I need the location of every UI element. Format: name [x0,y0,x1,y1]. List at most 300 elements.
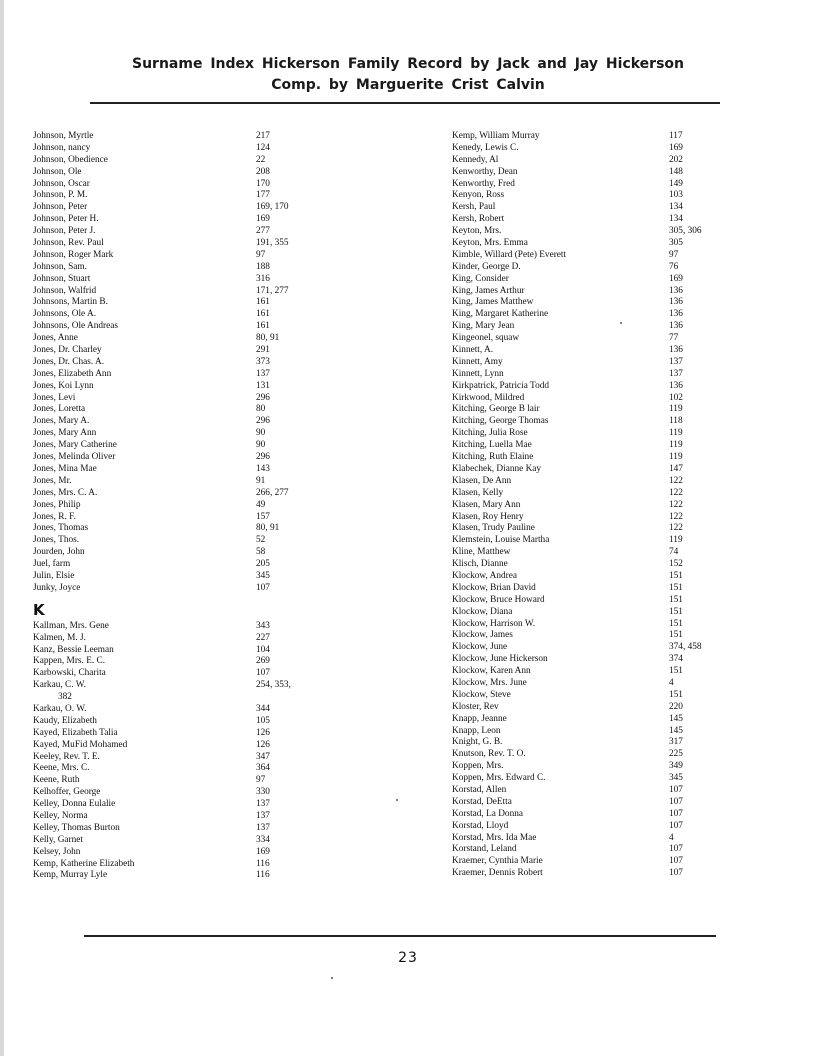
index-entry [452,155,752,167]
entry-pages: 169, 170 [256,202,289,213]
index-entry [452,583,752,595]
entry-pages: 149 [669,178,683,189]
entry-name: Kinnett, A. [452,345,494,356]
entry-pages: 137 [256,822,270,833]
entry-name: Kersh, Paul [452,202,496,213]
index-entry [452,630,752,642]
entry-name: Knutson, Rev. T. O. [452,749,526,760]
entry-pages: 305 [669,238,683,249]
entry-pages: 137 [256,368,270,379]
entry-pages: 91 [256,475,266,486]
entry-name: Johnson, Peter [33,202,88,213]
entry-pages: 145 [669,713,683,724]
entry-name: Kayed, Elizabeth Talia [33,727,118,738]
entry-name: Kemp, Murray Lyle [33,870,108,881]
entry-pages: 157 [256,511,270,522]
entry-pages: 80 [256,404,266,415]
entry-pages: 266, 277 [256,487,289,498]
entry-pages: 105 [256,715,270,726]
entry-pages: 58 [256,547,266,558]
entry-pages: 137 [669,356,683,367]
index-entry [33,547,363,559]
entry-pages: 4 [669,832,674,843]
entry-pages: 147 [669,463,683,474]
entry-name: Kenyon, Ross [452,190,505,201]
entry-name: Kelley, Norma [33,811,88,821]
entry-name: Klockow, Bruce Howard [452,594,545,605]
entry-name: Klockow, Harrison W. [452,618,536,629]
entry-pages: 80, 91 [256,333,280,344]
entry-name: Kenworthy, Fred [452,178,515,189]
entry-name: Kimble, Willard (Pete) Everett [452,249,567,260]
entry-pages: 136 [669,380,683,391]
index-entry [452,797,752,809]
index-entry [33,404,363,416]
scan-edge-shadow [0,0,4,1056]
scan-speck [396,799,398,801]
entry-name: Kayed, MuFid Mohamed [33,739,128,750]
entry-name: Karbowski, Charita [33,668,106,679]
index-entry [452,428,752,440]
entry-name: Jones, Melinda Oliver [33,452,116,463]
index-entry [33,393,363,405]
entry-name: Kelhoffer, George [33,787,101,798]
right-column-entries [452,131,752,880]
entry-pages: 208 [256,166,270,177]
entry-name: Korstand, Leland [452,844,517,855]
index-entry [452,595,752,607]
index-entry [452,785,752,797]
index-entry [33,621,363,633]
entry-name: Kitching, Ruth Elaine [452,452,534,463]
entry-name: Kraemer, Cynthia Marie [452,856,543,867]
entry-pages: 334 [256,834,270,845]
entry-pages: 119 [669,452,683,463]
index-entry [33,262,363,274]
entry-pages: 345 [256,570,270,581]
index-entry [452,214,752,226]
entry-name: Johnson, Peter J. [33,226,96,237]
section-j-entries [33,131,363,595]
entry-pages: 151 [669,666,683,677]
entry-name: Klockow, Brian David [452,582,536,593]
entry-name: Johnson, P. M. [33,190,88,201]
entry-pages: 137 [256,799,270,810]
index-column-left [33,131,363,882]
index-entry [452,749,752,761]
entry-pages: 291 [256,345,270,356]
entry-pages: 151 [669,582,683,593]
index-entry [452,666,752,678]
index-entry [452,143,752,155]
entry-name: Jones, Philip [33,499,81,510]
entry-pages: 122 [669,523,683,534]
index-entry [33,763,363,775]
entry-pages: 119 [669,440,683,451]
index-entry [452,381,752,393]
entry-pages: 151 [669,594,683,605]
entry-name: Jones, Dr. Chas. A. [33,356,105,367]
entry-pages: 102 [669,392,683,403]
entry-name: Kennedy, Al [452,154,499,165]
entry-pages: 77 [669,333,679,344]
index-entry [452,833,752,845]
index-entry [452,202,752,214]
entry-pages: 97 [256,775,266,786]
entry-name: Klockow, Mrs. June [452,677,527,688]
entry-name: King, James Arthur [452,285,525,296]
index-entry [33,512,363,524]
entry-pages: 124 [256,142,270,153]
index-entry [33,571,363,583]
entry-pages: 374 [669,654,683,665]
index-entry [452,607,752,619]
section-letter: K [33,600,45,619]
entry-pages: 126 [256,727,270,738]
entry-name: King, Mary Jean [452,321,515,332]
entry-pages: 220 [669,701,683,712]
index-entry [452,535,752,547]
entry-pages: 22 [256,154,266,165]
entry-pages: 254, 353, [256,680,291,691]
entry-name: Klockow, June [452,642,508,653]
entry-pages: 136 [669,321,683,332]
entry-pages: 136 [669,345,683,356]
index-entry [452,500,752,512]
entry-name: Kemp, William Murray [452,131,540,141]
entry-name: Jones, Koi Lynn [33,380,94,391]
index-entry [452,274,752,286]
index-entry [452,333,752,345]
entry-name: Kraemer, Dennis Robert [452,868,543,879]
entry-name: Keene, Ruth [33,775,80,786]
entry-name: Knight, G. B. [452,737,503,748]
index-entry [452,714,752,726]
entry-name: Kinnett, Lynn [452,368,504,379]
entry-name: Johnson, Roger Mark [33,249,114,260]
entry-name: King, James Matthew [452,297,534,308]
index-entry [33,859,363,871]
index-entry [452,131,752,143]
entry-pages: 116 [256,870,270,881]
entry-pages: 126 [256,739,270,750]
entry-name: Klockow, James [452,630,513,641]
index-entry [33,381,363,393]
index-entry [33,668,363,680]
index-entry [33,559,363,571]
index-entry [33,214,363,226]
entry-pages: 136 [669,285,683,296]
index-entry [33,870,363,882]
entry-pages: 107 [256,582,270,593]
entry-pages: 148 [669,166,683,177]
entry-pages: 152 [669,559,683,570]
index-entry [33,464,363,476]
index-entry [33,131,363,143]
entry-pages: 122 [669,499,683,510]
entry-name: Karkau, O. W. [33,703,87,714]
entry-pages: 151 [669,689,683,700]
index-entry [33,357,363,369]
entry-name: Jones, Elizabeth Ann [33,368,112,379]
entry-pages: 107 [669,820,683,831]
index-entry [33,476,363,488]
index-entry [33,728,363,740]
entry-pages: 117 [669,131,683,141]
entry-pages: 107 [669,808,683,819]
index-entry [33,799,363,811]
header-rule [90,102,720,104]
index-entry [33,752,363,764]
entry-pages: 107 [669,844,683,855]
entry-pages: 137 [256,811,270,821]
index-entry [452,321,752,333]
entry-name: Keeley, Rev. T. E. [33,751,100,762]
entry-pages: 217 [256,131,270,141]
index-entry [33,680,363,704]
index-entry [33,309,363,321]
index-entry [33,428,363,440]
entry-pages: 151 [669,630,683,641]
index-entry [33,250,363,262]
footer-rule [84,935,716,937]
index-entry [33,740,363,752]
index-entry [33,190,363,202]
entry-name: Kaudy, Elizabeth [33,715,97,726]
index-entry [452,821,752,833]
entry-name: Koppen, Mrs. Edward C. [452,773,546,784]
index-entry [452,369,752,381]
index-entry [33,835,363,847]
entry-pages: 202 [669,154,683,165]
entry-name: Kinder, George D. [452,261,521,272]
entry-pages: 317 [669,737,683,748]
entry-name: Kemp, Katherine Elizabeth [33,858,135,869]
entry-pages: 296 [256,392,270,403]
entry-pages: 122 [669,511,683,522]
entry-pages: 169 [669,273,683,284]
entry-pages: 169 [256,846,270,857]
index-entry [452,262,752,274]
index-entry [33,226,363,238]
page-number: 23 [398,950,418,966]
entry-name: Jones, Loretta [33,404,86,415]
entry-pages: 269 [256,656,270,667]
index-entry [33,811,363,823]
entry-pages: 169 [256,214,270,225]
index-entry [452,654,752,666]
entry-pages: 137 [669,368,683,379]
entry-pages: 225 [669,749,683,760]
entry-name: Junky, Joyce [33,582,81,593]
index-entry [452,345,752,357]
index-entry [452,619,752,631]
index-entry [452,452,752,464]
entry-pages: 134 [669,214,683,225]
index-entry [33,155,363,167]
entry-pages: 76 [669,261,679,272]
entry-name: Keyton, Mrs. [452,226,502,237]
index-entry [33,238,363,250]
index-column-right [452,131,752,880]
entry-name: Koppen, Mrs. [452,761,504,772]
entry-name: Klasen, Roy Henry [452,511,524,522]
entry-pages: 347 [256,751,270,762]
entry-name: Kelley, Donna Eulalie [33,799,116,810]
entry-name: Johnson, Rev. Paul [33,238,104,249]
entry-name: Klisch, Dianne [452,559,508,570]
entry-pages: 349 [669,761,683,772]
entry-name: Kelley, Thomas Burton [33,822,120,833]
entry-name: Johnson, Oscar [33,178,90,189]
entry-pages: 170 [256,178,270,189]
entry-name: Kline, Matthew [452,547,511,558]
entry-pages: 171, 277 [256,285,289,296]
entry-name: Kitching, George B lair [452,404,540,415]
entry-name: Kalmen, M. J. [33,632,86,643]
entry-pages: 107 [669,796,683,807]
entry-pages: 136 [669,297,683,308]
entry-pages: 97 [669,249,679,260]
entry-name: Jones, Mr. [33,475,72,486]
entry-name: Kitching, George Thomas [452,416,549,427]
entry-name: Kingeonel, squaw [452,333,520,344]
entry-name: Jones, Mrs. C. A. [33,487,98,498]
entry-name: Johnson, Myrtle [33,131,94,141]
entry-pages: 122 [669,487,683,498]
entry-name: Jourden, John [33,547,85,558]
entry-pages: 305, 306 [669,226,702,237]
index-entry [452,167,752,179]
entry-name: Johnson, Ole [33,166,82,177]
index-entry [452,476,752,488]
index-entry [33,847,363,859]
entry-name: Kersh, Robert [452,214,505,225]
entry-pages: 49 [256,499,266,510]
index-entry [452,286,752,298]
entry-pages: 345 [669,773,683,784]
index-entry [452,440,752,452]
entry-pages: 316 [256,273,270,284]
entry-pages: 116 [256,858,270,869]
index-entry [452,844,752,856]
entry-name: Johnson, nancy [33,142,91,153]
index-entry [33,179,363,191]
header-title: Surname Index Hickerson Family Record by Jack and Jay Hickerson [132,56,684,72]
entry-name: Korstad, Mrs. Ida Mae [452,832,537,843]
section-letter-k [33,595,363,621]
entry-pages: 343 [256,620,270,631]
entry-name: Johnsons, Ole A. [33,309,97,320]
entry-pages: 136 [669,309,683,320]
entry-name: Jones, Anne [33,333,78,344]
entry-pages: 97 [256,249,266,260]
entry-pages: 188 [256,261,270,272]
entry-pages: 119 [669,404,683,415]
entry-pages: 52 [256,535,266,546]
entry-pages: 107 [669,868,683,879]
entry-name: Jones, Thos. [33,535,80,546]
entry-pages: 374, 458 [669,642,702,653]
entry-name: Jones, R. F. [33,511,76,522]
index-entry [33,535,363,547]
entry-name: Johnson, Peter H. [33,214,99,225]
entry-name: Klasen, Kelly [452,487,504,498]
index-entry [452,250,752,262]
entry-name: King, Margaret Katherine [452,309,549,320]
entry-name: Kenworthy, Dean [452,166,518,177]
entry-pages: 4 [669,677,674,688]
entry-name: Klasen, De Ann [452,475,512,486]
entry-name: Juel, farm [33,559,71,570]
index-entry [452,737,752,749]
entry-pages: 118 [669,416,683,427]
index-entry [33,416,363,428]
entry-pages: 296 [256,452,270,463]
index-entry [452,416,752,428]
index-entry [452,190,752,202]
entry-pages: 107 [256,668,270,679]
index-entry [33,775,363,787]
index-entry [452,678,752,690]
entry-pages: 364 [256,763,270,774]
index-entry [33,321,363,333]
entry-name: Korstad, La Donna [452,808,523,819]
entry-name: Kelly, Garnet [33,834,83,845]
index-entry [452,309,752,321]
index-entry [452,393,752,405]
index-entry [33,333,363,345]
entry-pages: 143 [256,463,270,474]
index-entry [452,559,752,571]
entry-pages: 330 [256,787,270,798]
entry-pages: 151 [669,606,683,617]
index-entry [33,143,363,155]
index-entry [33,345,363,357]
entry-pages: 151 [669,570,683,581]
index-entry [33,716,363,728]
entry-name: Korstad, Allen [452,784,507,795]
entry-pages: 161 [256,309,270,320]
index-entry [33,823,363,835]
scan-speck [620,322,622,324]
entry-name: Klockow, Andrea [452,570,517,581]
entry-pages: 177 [256,190,270,201]
entry-name: Julin, Elsie [33,570,75,581]
index-entry [452,297,752,309]
entry-pages: 151 [669,618,683,629]
entry-name: Knapp, Leon [452,725,501,736]
index-entry [452,488,752,500]
entry-name: Johnsons, Ole Andreas [33,321,118,332]
entry-pages: 131 [256,380,270,391]
entry-pages: 277 [256,226,270,237]
index-entry [33,167,363,179]
index-entry [33,369,363,381]
entry-pages: 344 [256,703,270,714]
index-entry [33,633,363,645]
entry-name: Kappen, Mrs. E. C. [33,656,106,667]
index-entry [33,286,363,298]
scan-speck [331,977,333,979]
index-entry [33,645,363,657]
entry-name: Kanz, Bessie Leeman [33,644,114,655]
entry-name: Kelsey, John [33,846,81,857]
header-compiler: Comp. by Marguerite Crist Calvin [271,77,545,93]
index-entry [452,702,752,714]
index-entry [33,202,363,214]
entry-name: Jones, Mary A. [33,416,90,427]
